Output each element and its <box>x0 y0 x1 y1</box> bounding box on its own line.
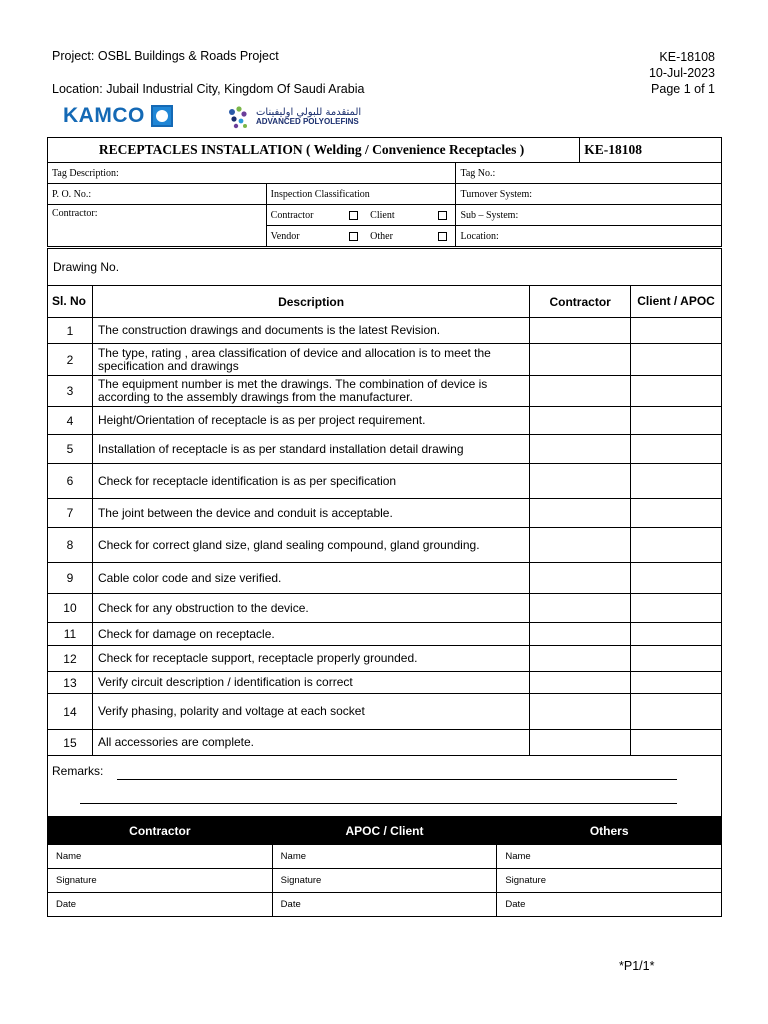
client-check-cell[interactable] <box>631 623 722 646</box>
checklist-row <box>48 594 722 623</box>
col-sl-no: Sl. No <box>48 286 93 318</box>
client-check-cell[interactable] <box>631 344 722 376</box>
vendor-checkbox[interactable] <box>349 232 358 241</box>
client-check-cell[interactable] <box>631 435 722 464</box>
checklist-item-description: Verify phasing, polarity and voltage at each socket <box>92 694 529 730</box>
checklist-row <box>48 376 722 407</box>
contractor-check-cell[interactable] <box>530 672 631 694</box>
contractor-check-cell[interactable] <box>530 563 631 594</box>
checklist-item-number: 14 <box>48 694 93 730</box>
checklist-row <box>48 528 722 563</box>
checklist-row <box>48 730 722 756</box>
sub-system-field[interactable]: Sub – System: <box>456 205 722 226</box>
form-info-table <box>47 137 722 247</box>
logo-arabic-text: المتقدمة للبولي اوليفينات <box>256 106 362 118</box>
checklist-row <box>48 646 722 672</box>
apoc-name-field[interactable]: Name <box>272 845 497 869</box>
contractor-check-cell[interactable] <box>530 435 631 464</box>
client-check-cell[interactable] <box>631 499 722 528</box>
client-check-cell[interactable] <box>631 376 722 407</box>
contractor-check-cell[interactable] <box>530 318 631 344</box>
option-other-label: Other <box>370 230 393 242</box>
contractor-check-cell[interactable] <box>530 646 631 672</box>
checklist-table <box>47 248 722 756</box>
remarks-line-2[interactable] <box>80 803 677 804</box>
checklist-item-description: The type, rating , area classification of device and allocation is to meet the specification and drawings <box>92 344 529 376</box>
checklist-row <box>48 407 722 435</box>
contractor-check-cell[interactable] <box>530 730 631 756</box>
contractor-check-cell[interactable] <box>530 694 631 730</box>
checklist-item-description: Height/Orientation of receptacle is as per project requirement. <box>92 407 529 435</box>
checklist-item-description: The equipment number is met the drawings. The combination of device is according to the assembly drawings from the manufacturer. <box>92 376 529 407</box>
checklist-item-description: Check for any obstruction to the device. <box>92 594 529 623</box>
checklist-item-number: 5 <box>48 435 93 464</box>
option-client-label: Client <box>370 209 395 221</box>
checklist-item-number: 7 <box>48 499 93 528</box>
contractor-checkbox[interactable] <box>349 211 358 220</box>
apoc-signature-field[interactable]: Signature <box>272 869 497 893</box>
classification-row-2 <box>266 226 456 247</box>
client-check-cell[interactable] <box>631 563 722 594</box>
others-signature-field[interactable]: Signature <box>497 869 722 893</box>
turnover-system-field[interactable]: Turnover System: <box>456 184 722 205</box>
project-location: Location: Jubail Industrial City, Kingdom Of Saudi Arabia <box>52 82 365 96</box>
contractor-check-cell[interactable] <box>530 464 631 499</box>
contractor-check-cell[interactable] <box>530 376 631 407</box>
checklist-item-description: Installation of receptacle is as per standard installation detail drawing <box>92 435 529 464</box>
signature-table <box>47 817 722 917</box>
client-check-cell[interactable] <box>631 464 722 499</box>
client-check-cell[interactable] <box>631 694 722 730</box>
po-no-field[interactable]: P. O. No.: <box>48 184 267 205</box>
contractor-check-cell[interactable] <box>530 528 631 563</box>
inspection-classification-label: Inspection Classification <box>266 184 456 205</box>
checklist-item-number: 3 <box>48 376 93 407</box>
col-description: Description <box>92 286 529 318</box>
checklist-item-description: Cable color code and size verified. <box>92 563 529 594</box>
checklist-item-number: 12 <box>48 646 93 672</box>
contractor-name-field[interactable]: Name <box>48 845 273 869</box>
checklist-row <box>48 694 722 730</box>
col-contractor: Contractor <box>530 286 631 318</box>
apoc-date-field[interactable]: Date <box>272 893 497 917</box>
client-check-cell[interactable] <box>631 318 722 344</box>
contractor-date-field[interactable]: Date <box>48 893 273 917</box>
checklist-item-number: 11 <box>48 623 93 646</box>
checklist-row <box>48 344 722 376</box>
project-name: Project: OSBL Buildings & Roads Project <box>52 49 279 63</box>
remarks-label: Remarks: <box>52 764 104 778</box>
tag-no-field[interactable]: Tag No.: <box>456 163 722 184</box>
logo-english-text: ADVANCED POLYOLEFINS <box>256 117 359 127</box>
checklist-row <box>48 499 722 528</box>
checklist-row <box>48 435 722 464</box>
checklist-item-description: Verify circuit description / identification is correct <box>92 672 529 694</box>
kamco-logo-mark <box>151 105 173 127</box>
contractor-signature-field[interactable]: Signature <box>48 869 273 893</box>
contractor-check-cell[interactable] <box>530 499 631 528</box>
checklist-row <box>48 623 722 646</box>
checklist-item-number: 13 <box>48 672 93 694</box>
contractor-check-cell[interactable] <box>530 594 631 623</box>
checklist-row <box>48 464 722 499</box>
sig-col-apoc-client: APOC / Client <box>272 818 497 845</box>
checklist-item-description: The construction drawings and documents is the latest Revision. <box>92 318 529 344</box>
remarks-box <box>47 756 722 817</box>
checklist-item-number: 8 <box>48 528 93 563</box>
other-checkbox[interactable] <box>438 232 447 241</box>
checklist-row <box>48 318 722 344</box>
others-date-field[interactable]: Date <box>497 893 722 917</box>
client-check-cell[interactable] <box>631 407 722 435</box>
checklist-item-description: All accessories are complete. <box>92 730 529 756</box>
checklist-item-number: 6 <box>48 464 93 499</box>
contractor-check-cell[interactable] <box>530 623 631 646</box>
checklist-item-number: 15 <box>48 730 93 756</box>
sig-col-others: Others <box>497 818 722 845</box>
sig-col-contractor: Contractor <box>48 818 273 845</box>
location-field[interactable]: Location: <box>456 226 722 247</box>
kamco-logo <box>63 104 173 128</box>
client-check-cell[interactable] <box>631 528 722 563</box>
advanced-polyolefins-logo <box>226 104 361 130</box>
tag-description-field[interactable]: Tag Description: <box>48 163 456 184</box>
checklist-item-description: Check for damage on receptacle. <box>92 623 529 646</box>
form-number: KE-18108 <box>580 138 722 163</box>
contractor-check-cell[interactable] <box>530 344 631 376</box>
doc-number: KE-18108 <box>659 50 715 64</box>
doc-date: 10-Jul-2023 <box>648 66 715 80</box>
checklist-item-description: Check for receptacle support, receptacle properly grounded. <box>92 646 529 672</box>
option-vendor-label: Vendor <box>270 230 300 242</box>
checklist-item-description: Check for correct gland size, gland sealing compound, gland grounding. <box>92 528 529 563</box>
checklist-item-number: 9 <box>48 563 93 594</box>
contractor-check-cell[interactable] <box>530 407 631 435</box>
client-check-cell[interactable] <box>631 594 722 623</box>
classification-row-1 <box>266 205 456 226</box>
checklist-row <box>48 672 722 694</box>
contractor-field[interactable]: Contractor: <box>48 205 267 247</box>
doc-meta <box>649 49 715 97</box>
form-title: RECEPTACLES INSTALLATION ( Welding / Convenience Receptacles ) <box>48 138 580 163</box>
kamco-logo-text: KAMCO <box>63 104 145 127</box>
col-client-apoc: Client / APOC <box>631 286 722 318</box>
checklist-row <box>48 563 722 594</box>
option-contractor-label: Contractor <box>270 209 314 221</box>
others-name-field[interactable]: Name <box>497 845 722 869</box>
client-check-cell[interactable] <box>631 672 722 694</box>
checklist-item-number: 1 <box>48 318 93 344</box>
client-check-cell[interactable] <box>631 730 722 756</box>
page-number: Page 1 of 1 <box>651 82 715 96</box>
drawing-no-field[interactable]: Drawing No. <box>48 249 722 286</box>
client-checkbox[interactable] <box>438 211 447 220</box>
checklist-item-description: Check for receptacle identification is as per specification <box>92 464 529 499</box>
polyolefins-mark-icon <box>226 104 250 130</box>
checklist-item-number: 10 <box>48 594 93 623</box>
remarks-line-1[interactable] <box>117 779 677 780</box>
checklist-item-description: The joint between the device and conduit is acceptable. <box>92 499 529 528</box>
checklist-item-number: 2 <box>48 344 93 376</box>
footer-page-code: *P1/1* <box>619 959 655 973</box>
checklist-item-number: 4 <box>48 407 93 435</box>
client-check-cell[interactable] <box>631 646 722 672</box>
